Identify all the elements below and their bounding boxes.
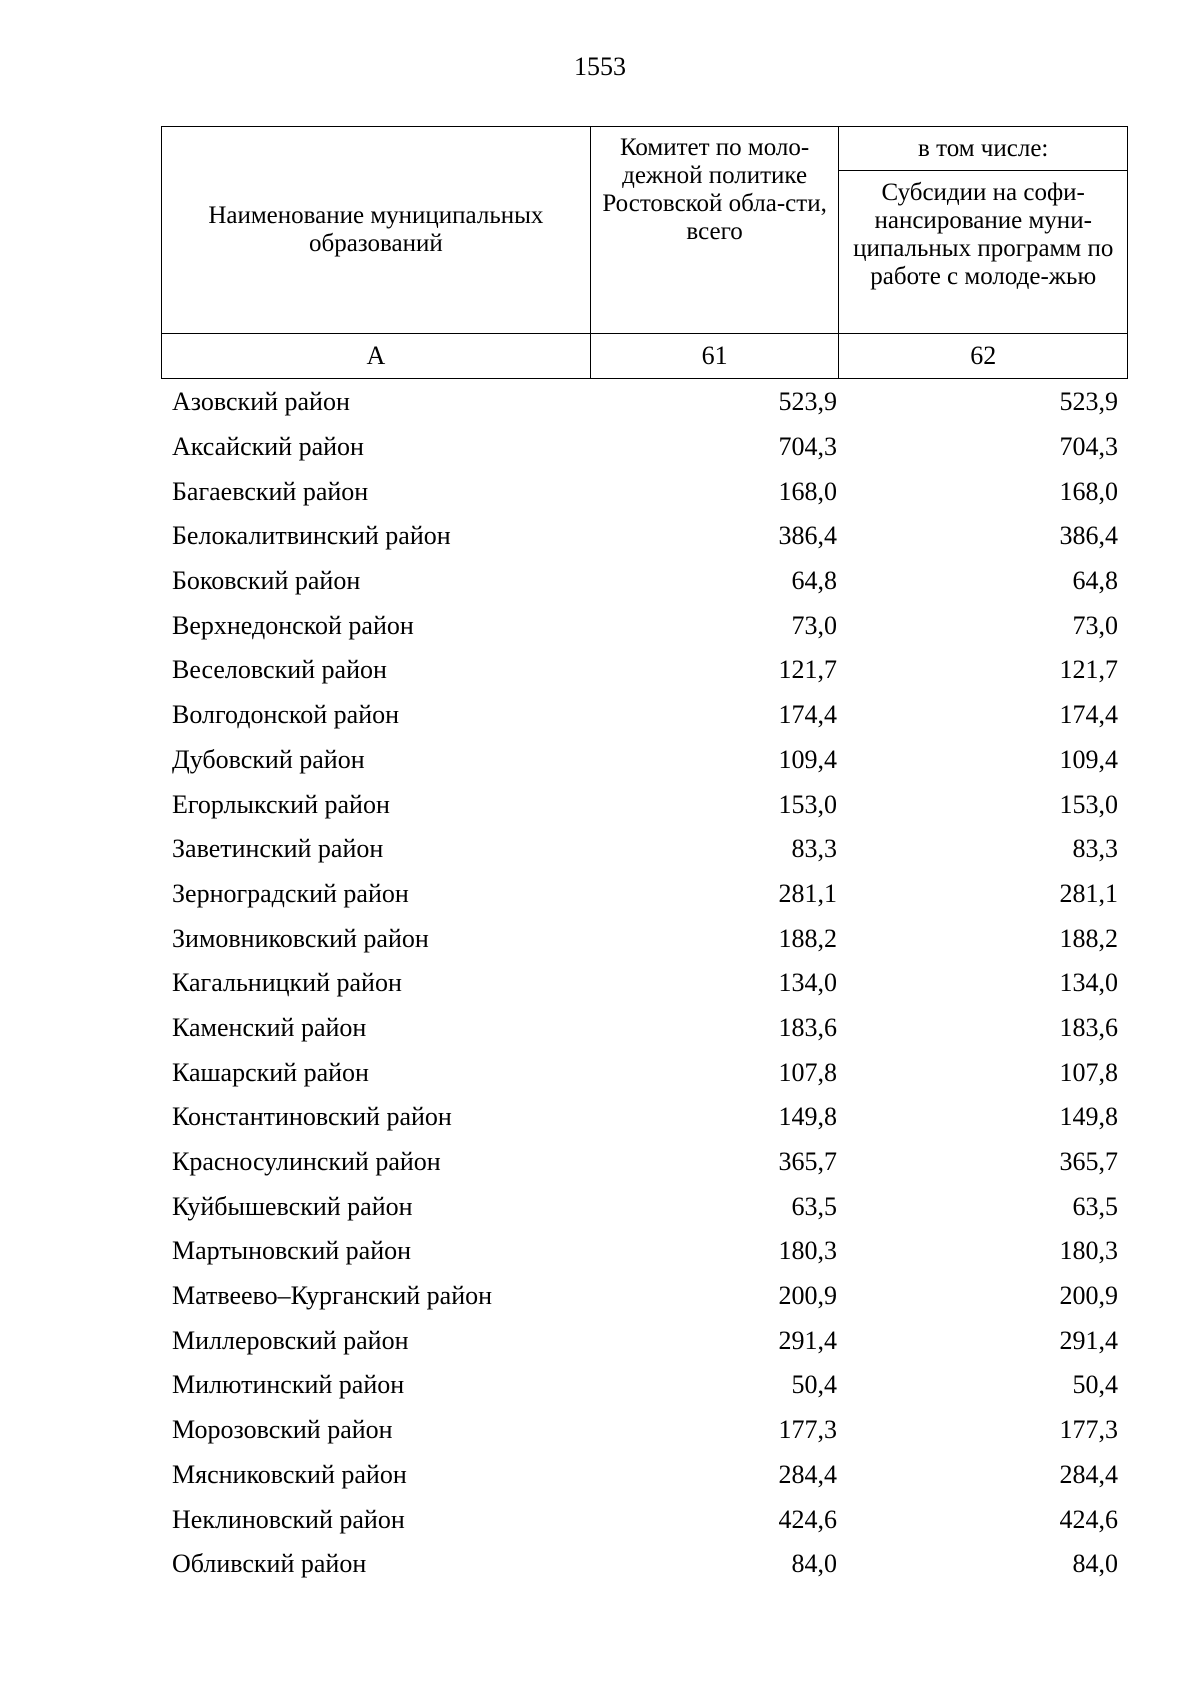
row-subsidy: 365,7 — [1059, 1147, 1118, 1177]
table-row — [161, 469, 1128, 514]
row-total: 63,5 — [791, 1191, 837, 1221]
row-subsidy: 174,4 — [1059, 700, 1118, 730]
row-total: 200,9 — [778, 1281, 837, 1311]
table-row — [161, 648, 1128, 693]
row-subsidy: 704,3 — [1059, 432, 1118, 462]
row-name: Мясниковский район — [172, 1459, 407, 1489]
table-row — [161, 738, 1128, 783]
row-total: 365,7 — [778, 1147, 837, 1177]
header-index-62: 62 — [839, 334, 1128, 379]
table-row — [161, 380, 1128, 425]
row-subsidy: 291,4 — [1059, 1325, 1118, 1355]
row-name: Аксайский район — [172, 432, 364, 462]
row-name: Каменский район — [172, 1012, 367, 1042]
row-total: 174,4 — [778, 700, 837, 730]
row-subsidy: 83,3 — [1072, 834, 1118, 864]
row-name: Константиновский район — [172, 1102, 452, 1132]
row-subsidy: 121,7 — [1059, 655, 1118, 685]
row-subsidy: 107,8 — [1059, 1057, 1118, 1087]
table-row — [161, 782, 1128, 827]
row-total: 149,8 — [778, 1102, 837, 1132]
row-name: Обливский район — [172, 1549, 367, 1579]
table-row — [161, 1453, 1128, 1498]
row-subsidy: 188,2 — [1059, 923, 1118, 953]
row-subsidy: 177,3 — [1059, 1415, 1118, 1445]
row-subsidy: 109,4 — [1059, 744, 1118, 774]
row-name: Зимовниковский район — [172, 923, 429, 953]
row-name: Волгодонской район — [172, 700, 400, 730]
row-name: Мартыновский район — [172, 1236, 412, 1266]
table-row — [161, 1140, 1128, 1185]
row-name: Боковский район — [172, 566, 361, 596]
header-total: Комитет по моло-дежной политике Ростовской обла-сти, всего — [590, 127, 839, 334]
row-name: Зерноградский район — [172, 878, 409, 908]
row-name: Красносулинский район — [172, 1147, 441, 1177]
row-total: 109,4 — [778, 744, 837, 774]
row-name: Морозовский район — [172, 1415, 393, 1445]
table-row — [161, 1006, 1128, 1051]
row-total: 183,6 — [778, 1012, 837, 1042]
row-total: 177,3 — [778, 1415, 837, 1445]
row-total: 64,8 — [791, 566, 837, 596]
row-total: 284,4 — [778, 1459, 837, 1489]
table-row — [161, 693, 1128, 738]
row-subsidy: 523,9 — [1059, 387, 1118, 417]
row-name: Верхнедонской район — [172, 610, 414, 640]
row-subsidy: 73,0 — [1072, 610, 1118, 640]
table-row — [161, 872, 1128, 917]
row-total: 50,4 — [791, 1370, 837, 1400]
table-row — [161, 1363, 1128, 1408]
table-row — [161, 1408, 1128, 1453]
table-row — [161, 916, 1128, 961]
row-subsidy: 281,1 — [1059, 878, 1118, 908]
row-total: 83,3 — [791, 834, 837, 864]
header-index-a: А — [162, 334, 591, 379]
row-name: Заветинский район — [172, 834, 384, 864]
table-row — [161, 425, 1128, 470]
row-name: Кашарский район — [172, 1057, 369, 1087]
row-total: 704,3 — [778, 432, 837, 462]
row-subsidy: 284,4 — [1059, 1459, 1118, 1489]
table-row — [161, 1095, 1128, 1140]
row-subsidy: 168,0 — [1059, 476, 1118, 506]
page-number: 1553 — [574, 52, 626, 81]
table-row — [161, 1497, 1128, 1542]
row-total: 153,0 — [778, 789, 837, 819]
row-subsidy: 134,0 — [1059, 968, 1118, 998]
row-name: Егорлыкский район — [172, 789, 390, 819]
row-total: 121,7 — [778, 655, 837, 685]
row-name: Милютинский район — [172, 1370, 405, 1400]
row-subsidy: 153,0 — [1059, 789, 1118, 819]
row-total: 281,1 — [778, 878, 837, 908]
table-row — [161, 1274, 1128, 1319]
row-total: 188,2 — [778, 923, 837, 953]
row-subsidy: 386,4 — [1059, 521, 1118, 551]
row-subsidy: 149,8 — [1059, 1102, 1118, 1132]
header-index-61: 61 — [590, 334, 839, 379]
table-row — [161, 514, 1128, 559]
table-row — [161, 1318, 1128, 1363]
row-total: 84,0 — [791, 1549, 837, 1579]
row-subsidy: 64,8 — [1072, 566, 1118, 596]
row-total: 424,6 — [778, 1504, 837, 1534]
header-including: в том числе: — [839, 127, 1128, 171]
table-row — [161, 559, 1128, 604]
table-header — [161, 126, 1128, 379]
row-subsidy: 50,4 — [1072, 1370, 1118, 1400]
row-subsidy: 180,3 — [1059, 1236, 1118, 1266]
table-row — [161, 1229, 1128, 1274]
row-subsidy: 183,6 — [1059, 1012, 1118, 1042]
row-total: 134,0 — [778, 968, 837, 998]
row-name: Веселовский район — [172, 655, 387, 685]
row-subsidy: 84,0 — [1072, 1549, 1118, 1579]
row-name: Азовский район — [172, 387, 350, 417]
row-total: 107,8 — [778, 1057, 837, 1087]
row-total: 73,0 — [791, 610, 837, 640]
row-name: Белокалитвинский район — [172, 521, 451, 551]
table-row — [161, 1050, 1128, 1095]
row-total: 386,4 — [778, 521, 837, 551]
table-row — [161, 961, 1128, 1006]
row-subsidy: 200,9 — [1059, 1281, 1118, 1311]
row-name: Матвеево–Курганский район — [172, 1281, 493, 1311]
row-subsidy: 63,5 — [1072, 1191, 1118, 1221]
table-row — [161, 1542, 1128, 1587]
table-body — [161, 380, 1128, 1587]
row-name: Багаевский район — [172, 476, 369, 506]
table-row — [161, 827, 1128, 872]
row-name: Дубовский район — [172, 744, 365, 774]
row-name: Кагальницкий район — [172, 968, 402, 998]
row-total: 291,4 — [778, 1325, 837, 1355]
row-total: 523,9 — [778, 387, 837, 417]
row-name: Неклиновский район — [172, 1504, 405, 1534]
header-name: Наименование муниципальных образований — [162, 127, 591, 334]
table-row — [161, 1184, 1128, 1229]
row-name: Миллеровский район — [172, 1325, 409, 1355]
row-subsidy: 424,6 — [1059, 1504, 1118, 1534]
row-total: 180,3 — [778, 1236, 837, 1266]
table-row — [161, 603, 1128, 648]
row-name: Куйбышевский район — [172, 1191, 413, 1221]
header-subsidy: Субсидии на софи-нансирование муни-ципальных программ по работе с молоде-жью — [839, 171, 1128, 334]
row-total: 168,0 — [778, 476, 837, 506]
